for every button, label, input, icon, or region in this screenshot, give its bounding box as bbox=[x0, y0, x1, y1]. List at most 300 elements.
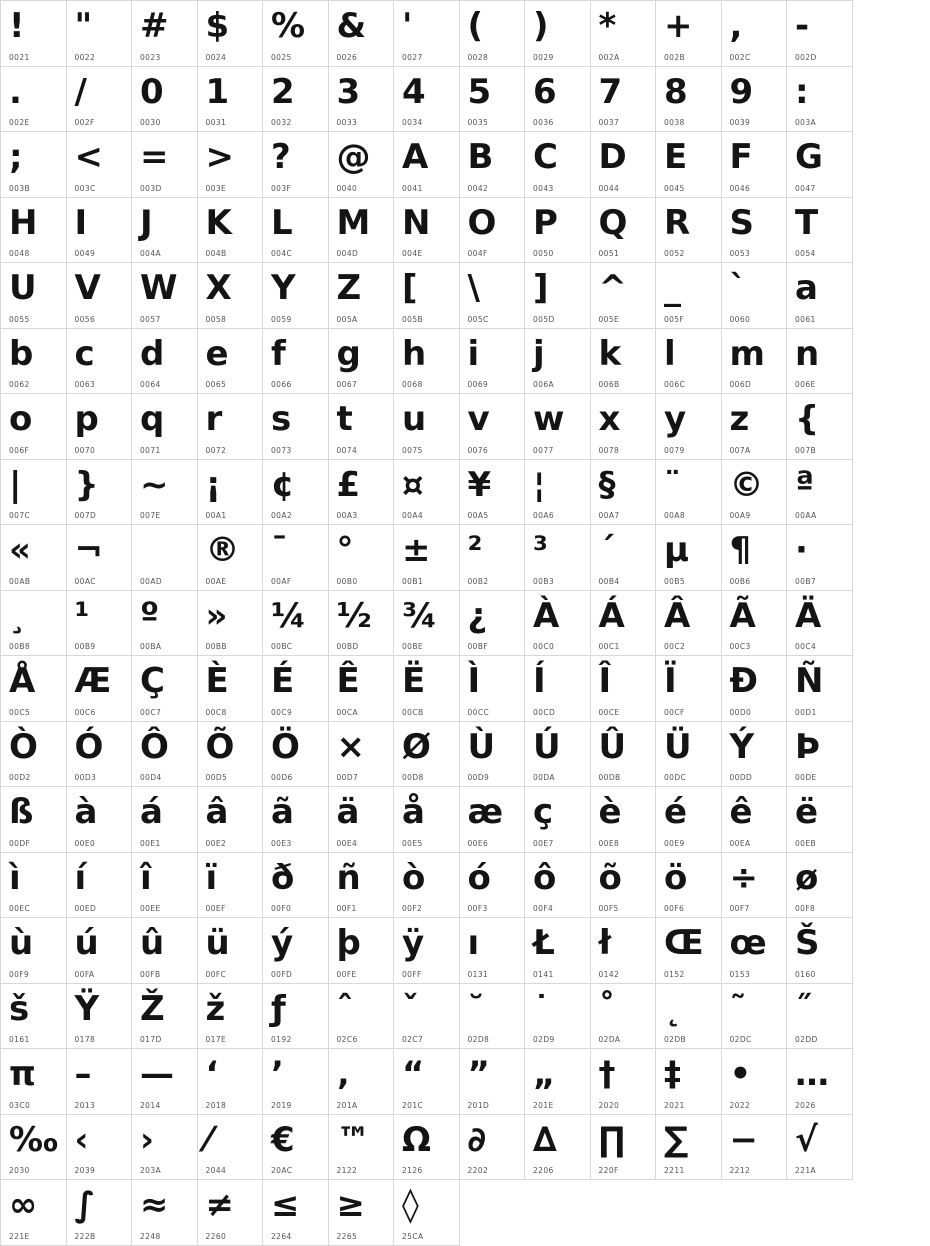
glyph-character: 7 bbox=[598, 71, 623, 112]
glyph-cell[interactable] bbox=[525, 722, 591, 788]
glyph-cell[interactable] bbox=[656, 525, 722, 591]
glyph-cell[interactable] bbox=[329, 656, 395, 722]
glyph-codepoint: 02D9 bbox=[533, 1035, 555, 1044]
glyph-codepoint: 005C bbox=[467, 314, 489, 324]
glyph-cell[interactable] bbox=[132, 853, 198, 919]
glyph-cell[interactable] bbox=[591, 918, 657, 984]
glyph-cell[interactable] bbox=[591, 394, 657, 460]
glyph-cell[interactable] bbox=[263, 132, 329, 198]
glyph-cell[interactable] bbox=[591, 198, 657, 264]
glyph-character: i bbox=[467, 333, 480, 374]
glyph-codepoint: 00F6 bbox=[664, 904, 685, 913]
glyph-cell[interactable] bbox=[67, 67, 133, 133]
glyph-cell[interactable] bbox=[591, 1, 657, 67]
glyph-codepoint: 00AB bbox=[9, 576, 31, 586]
glyph-cell[interactable] bbox=[1, 656, 67, 722]
glyph-character: € bbox=[271, 1119, 295, 1160]
glyph-cell[interactable] bbox=[67, 198, 133, 264]
glyph-cell[interactable] bbox=[722, 394, 788, 460]
glyph-cell[interactable] bbox=[329, 198, 395, 264]
glyph-cell[interactable] bbox=[263, 198, 329, 264]
glyph-cell[interactable] bbox=[394, 722, 460, 788]
glyph-cell[interactable] bbox=[525, 1049, 591, 1115]
glyph-cell[interactable] bbox=[656, 263, 722, 329]
glyph-cell[interactable] bbox=[525, 329, 591, 395]
glyph-cell[interactable] bbox=[525, 1, 591, 67]
glyph-cell[interactable] bbox=[656, 984, 722, 1050]
glyph-cell[interactable] bbox=[263, 394, 329, 460]
glyph-codepoint: 0142 bbox=[598, 969, 620, 979]
glyph-character: Ÿ bbox=[74, 988, 100, 1029]
glyph-cell[interactable] bbox=[460, 1115, 526, 1181]
glyph-cell[interactable] bbox=[591, 722, 657, 788]
glyph-cell[interactable] bbox=[198, 329, 264, 395]
glyph-character: f bbox=[271, 333, 286, 374]
glyph-character: ÿ bbox=[402, 923, 425, 963]
glyph-cell[interactable] bbox=[656, 460, 722, 526]
glyph-cell[interactable] bbox=[132, 984, 198, 1050]
glyph-cell[interactable] bbox=[263, 329, 329, 395]
glyph-cell[interactable] bbox=[198, 460, 264, 526]
glyph-cell[interactable] bbox=[656, 1049, 722, 1115]
glyph-character: 6 bbox=[533, 71, 557, 112]
glyph-cell[interactable] bbox=[132, 198, 198, 264]
glyph-cell[interactable] bbox=[198, 263, 264, 329]
glyph-cell[interactable] bbox=[263, 1, 329, 67]
glyph-cell[interactable] bbox=[722, 263, 788, 329]
glyph-codepoint: 2202 bbox=[467, 1166, 489, 1175]
glyph-cell[interactable] bbox=[263, 263, 329, 329]
glyph-cell[interactable] bbox=[67, 656, 133, 722]
glyph-codepoint: 00C5 bbox=[9, 707, 31, 717]
glyph-cell[interactable] bbox=[525, 656, 591, 722]
glyph-cell[interactable] bbox=[722, 722, 788, 788]
glyph-cell[interactable] bbox=[656, 67, 722, 133]
glyph-character: √ bbox=[795, 1119, 818, 1160]
glyph-cell[interactable] bbox=[394, 918, 460, 984]
glyph-character: £ bbox=[336, 464, 361, 505]
glyph-codepoint: 2264 bbox=[271, 1231, 292, 1241]
glyph-cell[interactable] bbox=[656, 132, 722, 198]
glyph-codepoint: 00D4 bbox=[140, 773, 162, 782]
glyph-cell[interactable] bbox=[656, 1, 722, 67]
glyph-cell[interactable] bbox=[67, 263, 133, 329]
glyph-cell[interactable] bbox=[67, 787, 133, 853]
glyph-cell[interactable] bbox=[394, 591, 460, 657]
glyph-cell[interactable] bbox=[67, 1049, 133, 1115]
glyph-character: ◊ bbox=[402, 1185, 419, 1225]
glyph-cell[interactable] bbox=[722, 525, 788, 591]
glyph-cell[interactable] bbox=[329, 67, 395, 133]
glyph-cell[interactable] bbox=[132, 394, 198, 460]
glyph-cell[interactable] bbox=[722, 984, 788, 1050]
glyph-cell[interactable] bbox=[460, 722, 526, 788]
glyph-cell[interactable] bbox=[329, 525, 395, 591]
glyph-cell[interactable] bbox=[525, 525, 591, 591]
glyph-cell[interactable] bbox=[460, 525, 526, 591]
glyph-character: Ï bbox=[664, 661, 677, 701]
glyph-cell[interactable] bbox=[329, 394, 395, 460]
glyph-cell[interactable] bbox=[394, 1049, 460, 1115]
glyph-cell[interactable] bbox=[460, 984, 526, 1050]
glyph-cell[interactable] bbox=[198, 722, 264, 788]
glyph-cell[interactable] bbox=[787, 198, 853, 264]
glyph-cell[interactable] bbox=[525, 984, 591, 1050]
glyph-cell[interactable] bbox=[263, 984, 329, 1050]
glyph-cell[interactable] bbox=[329, 1049, 395, 1115]
glyph-codepoint: 2013 bbox=[74, 1100, 96, 1110]
glyph-cell[interactable] bbox=[67, 460, 133, 526]
glyph-cell[interactable] bbox=[1, 525, 67, 591]
glyph-codepoint: 201A bbox=[336, 1100, 358, 1110]
glyph-cell[interactable] bbox=[394, 656, 460, 722]
glyph-cell[interactable] bbox=[198, 918, 264, 984]
glyph-cell[interactable] bbox=[525, 787, 591, 853]
glyph-cell[interactable] bbox=[198, 1, 264, 67]
glyph-codepoint: 0055 bbox=[9, 314, 30, 324]
glyph-cell[interactable] bbox=[394, 787, 460, 853]
glyph-cell[interactable] bbox=[132, 329, 198, 395]
glyph-cell[interactable] bbox=[1, 1115, 67, 1181]
glyph-cell[interactable] bbox=[394, 525, 460, 591]
glyph-cell[interactable] bbox=[525, 263, 591, 329]
glyph-cell[interactable] bbox=[329, 1115, 395, 1181]
glyph-codepoint: 0031 bbox=[205, 118, 227, 127]
glyph-cell[interactable] bbox=[329, 591, 395, 657]
glyph-cell[interactable] bbox=[722, 656, 788, 722]
glyph-cell[interactable] bbox=[132, 1115, 198, 1181]
glyph-cell[interactable] bbox=[525, 67, 591, 133]
glyph-cell[interactable] bbox=[787, 591, 853, 657]
glyph-cell[interactable] bbox=[67, 984, 133, 1050]
glyph-cell[interactable] bbox=[1, 198, 67, 264]
glyph-cell[interactable] bbox=[1, 1049, 67, 1115]
glyph-cell[interactable] bbox=[656, 591, 722, 657]
glyph-codepoint: 0044 bbox=[598, 183, 620, 193]
glyph-cell[interactable] bbox=[132, 1049, 198, 1115]
glyph-character: ë bbox=[795, 792, 819, 832]
glyph-character: Å bbox=[9, 661, 36, 701]
glyph-cell[interactable] bbox=[67, 394, 133, 460]
glyph-cell[interactable] bbox=[394, 853, 460, 919]
glyph-cell[interactable] bbox=[198, 591, 264, 657]
glyph-codepoint: 03C0 bbox=[9, 1100, 31, 1110]
glyph-cell[interactable] bbox=[263, 656, 329, 722]
glyph-cell[interactable] bbox=[263, 853, 329, 919]
glyph-cell[interactable] bbox=[460, 67, 526, 133]
glyph-character: y bbox=[664, 399, 687, 439]
glyph-cell[interactable] bbox=[263, 918, 329, 984]
glyph-cell[interactable] bbox=[1, 984, 67, 1050]
glyph-cell[interactable] bbox=[460, 1049, 526, 1115]
glyph-cell[interactable] bbox=[263, 1115, 329, 1181]
glyph-cell[interactable] bbox=[394, 198, 460, 264]
glyph-cell[interactable] bbox=[591, 1049, 657, 1115]
glyph-cell[interactable] bbox=[787, 722, 853, 788]
glyph-codepoint: 00CB bbox=[402, 707, 424, 717]
glyph-cell[interactable] bbox=[132, 591, 198, 657]
glyph-cell[interactable] bbox=[67, 329, 133, 395]
glyph-cell[interactable] bbox=[1, 394, 67, 460]
glyph-character: ÷ bbox=[729, 857, 758, 898]
glyph-cell[interactable] bbox=[722, 329, 788, 395]
glyph-character: ˛ bbox=[664, 988, 681, 1029]
glyph-cell[interactable] bbox=[132, 67, 198, 133]
glyph-cell[interactable] bbox=[1, 329, 67, 395]
glyph-cell[interactable] bbox=[329, 460, 395, 526]
glyph-character: µ bbox=[664, 530, 690, 570]
glyph-cell[interactable] bbox=[394, 984, 460, 1050]
glyph-cell[interactable] bbox=[1, 460, 67, 526]
glyph-cell[interactable] bbox=[722, 132, 788, 198]
glyph-cell[interactable] bbox=[656, 918, 722, 984]
glyph-cell[interactable] bbox=[67, 722, 133, 788]
glyph-cell[interactable] bbox=[394, 263, 460, 329]
glyph-cell[interactable] bbox=[132, 787, 198, 853]
glyph-cell[interactable] bbox=[722, 67, 788, 133]
glyph-character: { bbox=[795, 399, 820, 439]
glyph-cell[interactable] bbox=[132, 460, 198, 526]
glyph-cell[interactable] bbox=[787, 460, 853, 526]
glyph-cell[interactable] bbox=[67, 918, 133, 984]
glyph-cell[interactable] bbox=[198, 198, 264, 264]
glyph-cell[interactable] bbox=[525, 198, 591, 264]
glyph-codepoint: 221E bbox=[9, 1231, 30, 1241]
glyph-cell[interactable] bbox=[329, 263, 395, 329]
glyph-cell[interactable] bbox=[198, 67, 264, 133]
glyph-cell[interactable] bbox=[132, 1, 198, 67]
glyph-cell[interactable] bbox=[1, 263, 67, 329]
glyph-cell[interactable] bbox=[1, 67, 67, 133]
glyph-cell[interactable] bbox=[460, 132, 526, 198]
glyph-cell[interactable] bbox=[329, 984, 395, 1050]
glyph-cell[interactable] bbox=[67, 853, 133, 919]
glyph-cell[interactable] bbox=[591, 853, 657, 919]
glyph-character: › bbox=[140, 1119, 155, 1160]
glyph-cell[interactable] bbox=[132, 525, 198, 591]
glyph-character: ö bbox=[664, 857, 688, 898]
glyph-cell[interactable] bbox=[656, 722, 722, 788]
glyph-cell[interactable] bbox=[787, 394, 853, 460]
glyph-cell[interactable] bbox=[394, 67, 460, 133]
glyph-cell[interactable] bbox=[394, 394, 460, 460]
glyph-cell[interactable] bbox=[656, 1115, 722, 1181]
glyph-cell[interactable] bbox=[263, 1049, 329, 1115]
glyph-cell[interactable] bbox=[198, 132, 264, 198]
glyph-cell[interactable] bbox=[132, 722, 198, 788]
glyph-cell[interactable] bbox=[591, 132, 657, 198]
glyph-cell[interactable] bbox=[263, 67, 329, 133]
glyph-cell[interactable] bbox=[460, 1, 526, 67]
glyph-cell[interactable] bbox=[787, 1049, 853, 1115]
glyph-cell[interactable] bbox=[263, 722, 329, 788]
glyph-codepoint: 006B bbox=[598, 380, 620, 389]
glyph-cell[interactable] bbox=[591, 1115, 657, 1181]
glyph-cell[interactable] bbox=[394, 1115, 460, 1181]
glyph-cell[interactable] bbox=[1, 132, 67, 198]
glyph-cell[interactable] bbox=[722, 1049, 788, 1115]
glyph-cell[interactable] bbox=[591, 67, 657, 133]
glyph-cell[interactable] bbox=[787, 787, 853, 853]
glyph-character: s bbox=[271, 399, 292, 439]
glyph-cell[interactable] bbox=[787, 132, 853, 198]
glyph-character: 9 bbox=[729, 71, 754, 112]
glyph-cell[interactable] bbox=[263, 460, 329, 526]
glyph-codepoint: 00E0 bbox=[74, 838, 96, 848]
glyph-character: ‘ bbox=[205, 1054, 219, 1094]
glyph-cell[interactable] bbox=[67, 591, 133, 657]
glyph-cell[interactable] bbox=[132, 918, 198, 984]
glyph-cell[interactable] bbox=[198, 787, 264, 853]
glyph-cell[interactable] bbox=[722, 787, 788, 853]
glyph-cell[interactable] bbox=[525, 460, 591, 526]
glyph-cell[interactable] bbox=[329, 722, 395, 788]
glyph-cell[interactable] bbox=[1, 722, 67, 788]
glyph-cell[interactable] bbox=[132, 656, 198, 722]
glyph-cell[interactable] bbox=[198, 656, 264, 722]
glyph-codepoint: 0063 bbox=[74, 380, 96, 389]
glyph-cell[interactable] bbox=[656, 853, 722, 919]
glyph-cell[interactable] bbox=[787, 918, 853, 984]
glyph-cell[interactable] bbox=[722, 918, 788, 984]
glyph-cell[interactable] bbox=[787, 525, 853, 591]
glyph-cell[interactable] bbox=[1, 918, 67, 984]
glyph-cell[interactable] bbox=[591, 591, 657, 657]
glyph-cell[interactable] bbox=[198, 1115, 264, 1181]
glyph-cell[interactable] bbox=[787, 1, 853, 67]
glyph-cell[interactable] bbox=[329, 132, 395, 198]
glyph-cell[interactable] bbox=[394, 1, 460, 67]
glyph-cell[interactable] bbox=[656, 198, 722, 264]
glyph-character: ¸ bbox=[9, 595, 26, 636]
glyph-character: ! bbox=[9, 6, 25, 46]
glyph-cell[interactable] bbox=[591, 525, 657, 591]
glyph-cell[interactable] bbox=[460, 853, 526, 919]
glyph-codepoint: 00B7 bbox=[795, 576, 817, 586]
glyph-codepoint: 0131 bbox=[467, 969, 489, 979]
glyph-cell[interactable] bbox=[67, 1115, 133, 1181]
glyph-cell[interactable] bbox=[787, 656, 853, 722]
glyph-cell[interactable] bbox=[198, 984, 264, 1050]
glyph-codepoint: 00FA bbox=[74, 969, 95, 979]
glyph-codepoint: 0032 bbox=[271, 118, 292, 127]
glyph-cell[interactable] bbox=[525, 853, 591, 919]
glyph-cell[interactable] bbox=[787, 1115, 853, 1181]
glyph-cell[interactable] bbox=[198, 853, 264, 919]
glyph-cell[interactable] bbox=[460, 656, 526, 722]
glyph-cell[interactable] bbox=[722, 591, 788, 657]
glyph-cell[interactable] bbox=[787, 853, 853, 919]
glyph-cell[interactable] bbox=[329, 918, 395, 984]
glyph-cell[interactable] bbox=[460, 329, 526, 395]
glyph-cell[interactable] bbox=[198, 1049, 264, 1115]
glyph-cell[interactable] bbox=[656, 787, 722, 853]
glyph-cell[interactable] bbox=[591, 263, 657, 329]
glyph-codepoint: 222B bbox=[74, 1231, 96, 1241]
glyph-character: h bbox=[402, 333, 427, 374]
glyph-cell[interactable] bbox=[591, 787, 657, 853]
glyph-codepoint: 0021 bbox=[9, 52, 30, 62]
glyph-cell[interactable] bbox=[329, 853, 395, 919]
glyph-cell[interactable] bbox=[591, 656, 657, 722]
glyph-cell[interactable] bbox=[787, 263, 853, 329]
glyph-cell[interactable] bbox=[329, 1, 395, 67]
glyph-character: . bbox=[9, 71, 22, 112]
glyph-cell[interactable] bbox=[1, 787, 67, 853]
glyph-cell[interactable] bbox=[722, 1, 788, 67]
glyph-cell[interactable] bbox=[132, 263, 198, 329]
glyph-cell[interactable] bbox=[525, 591, 591, 657]
glyph-cell[interactable] bbox=[329, 787, 395, 853]
glyph-cell[interactable] bbox=[722, 853, 788, 919]
glyph-cell[interactable] bbox=[198, 525, 264, 591]
glyph-codepoint: 00E8 bbox=[598, 838, 620, 848]
glyph-cell[interactable] bbox=[67, 525, 133, 591]
glyph-cell[interactable] bbox=[460, 918, 526, 984]
glyph-character: ∆ bbox=[533, 1119, 557, 1160]
glyph-cell[interactable] bbox=[198, 394, 264, 460]
glyph-character: ’ bbox=[271, 1054, 284, 1094]
glyph-cell[interactable] bbox=[263, 787, 329, 853]
glyph-cell[interactable] bbox=[394, 132, 460, 198]
glyph-cell[interactable] bbox=[1, 853, 67, 919]
glyph-codepoint: 00C1 bbox=[598, 642, 620, 651]
glyph-cell[interactable] bbox=[460, 198, 526, 264]
glyph-cell[interactable] bbox=[787, 984, 853, 1050]
glyph-cell[interactable] bbox=[460, 787, 526, 853]
glyph-cell[interactable] bbox=[67, 1, 133, 67]
glyph-codepoint: 0071 bbox=[140, 445, 161, 455]
glyph-cell[interactable] bbox=[722, 198, 788, 264]
glyph-cell[interactable] bbox=[722, 1115, 788, 1181]
glyph-cell[interactable] bbox=[394, 329, 460, 395]
glyph-cell[interactable] bbox=[787, 329, 853, 395]
glyph-character: Ý bbox=[729, 726, 755, 767]
glyph-cell[interactable] bbox=[656, 656, 722, 722]
glyph-cell[interactable] bbox=[263, 591, 329, 657]
glyph-cell[interactable] bbox=[263, 525, 329, 591]
glyph-cell[interactable] bbox=[132, 132, 198, 198]
glyph-cell[interactable] bbox=[591, 984, 657, 1050]
glyph-cell[interactable] bbox=[656, 329, 722, 395]
glyph-cell[interactable] bbox=[722, 460, 788, 526]
glyph-codepoint: 00A4 bbox=[402, 511, 424, 520]
glyph-cell[interactable] bbox=[591, 460, 657, 526]
glyph-cell[interactable] bbox=[460, 460, 526, 526]
glyph-cell[interactable] bbox=[67, 132, 133, 198]
glyph-codepoint: 006A bbox=[533, 380, 555, 389]
glyph-cell[interactable] bbox=[525, 918, 591, 984]
glyph-codepoint: 00A9 bbox=[729, 511, 751, 520]
glyph-cell[interactable] bbox=[1, 1, 67, 67]
glyph-codepoint: 017E bbox=[205, 1035, 227, 1044]
glyph-cell[interactable] bbox=[394, 460, 460, 526]
glyph-cell[interactable] bbox=[460, 394, 526, 460]
glyph-cell[interactable] bbox=[525, 1115, 591, 1181]
glyph-cell[interactable] bbox=[1, 591, 67, 657]
glyph-cell[interactable] bbox=[591, 329, 657, 395]
glyph-cell[interactable] bbox=[656, 394, 722, 460]
glyph-cell[interactable] bbox=[329, 329, 395, 395]
glyph-codepoint: 005F bbox=[664, 314, 685, 324]
glyph-cell[interactable] bbox=[525, 132, 591, 198]
glyph-codepoint: 0022 bbox=[74, 52, 96, 62]
glyph-codepoint: 00AE bbox=[205, 576, 227, 586]
glyph-cell[interactable] bbox=[460, 263, 526, 329]
glyph-cell[interactable] bbox=[525, 394, 591, 460]
glyph-cell[interactable] bbox=[460, 591, 526, 657]
glyph-cell[interactable] bbox=[787, 67, 853, 133]
